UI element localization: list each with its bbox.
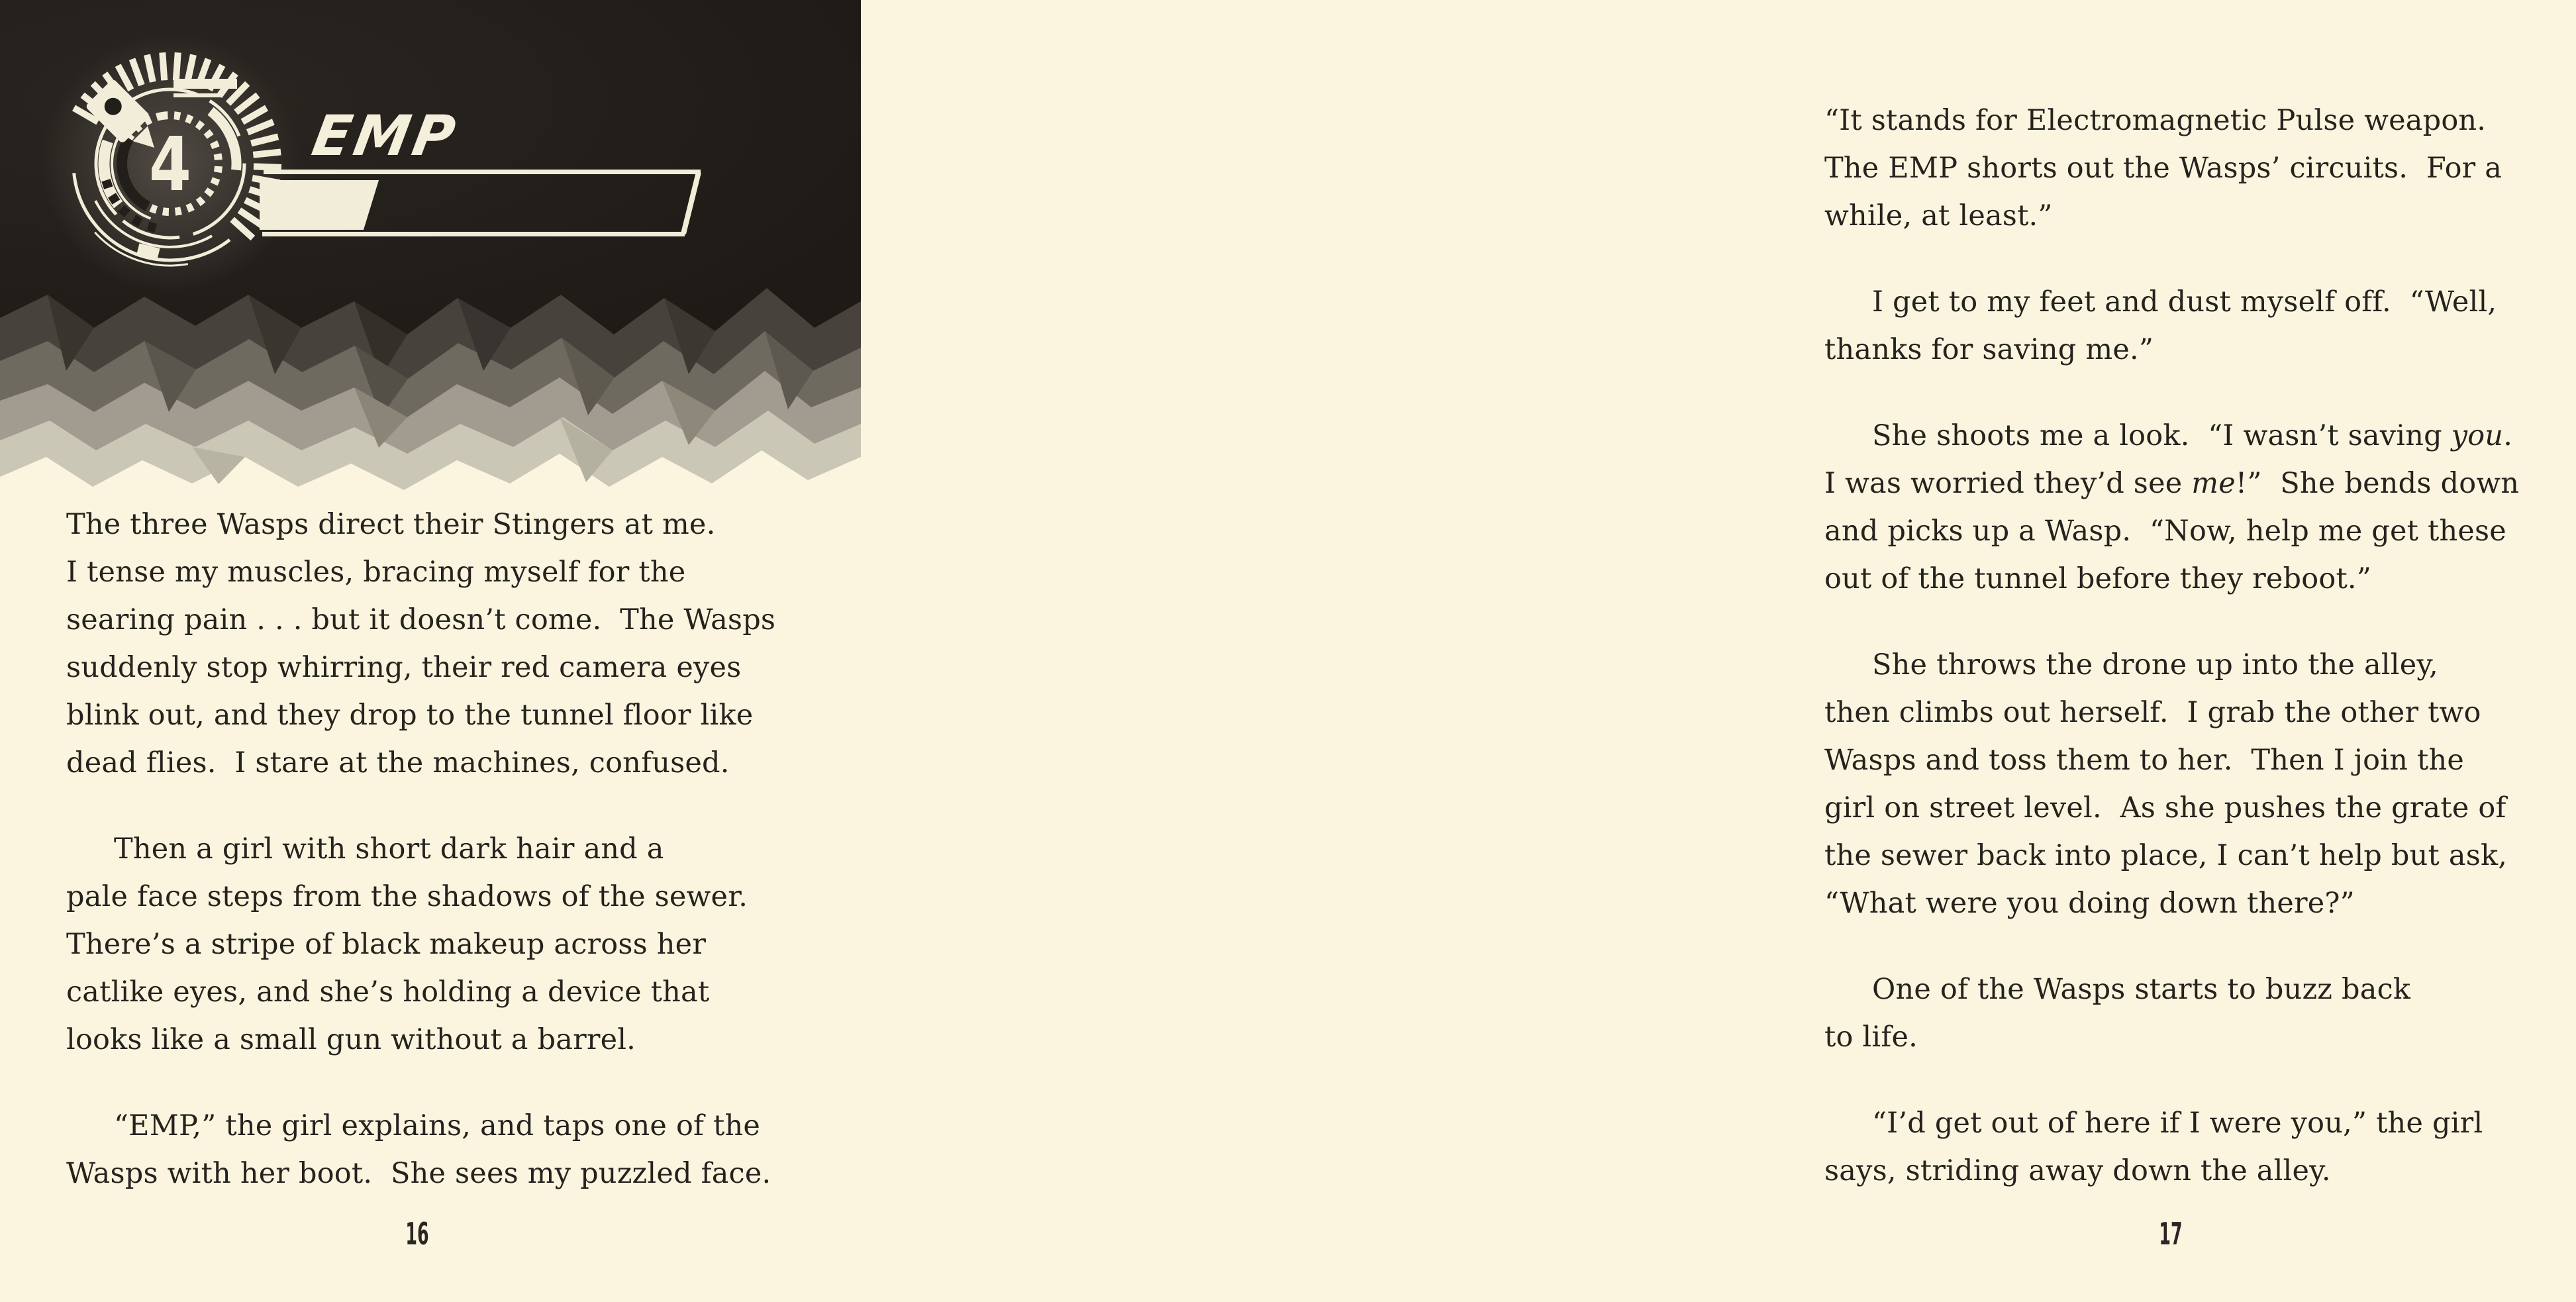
chapter-title: EMP xyxy=(307,103,464,168)
paragraph: Then a girl with short dark hair and a pale face steps from the shadows of the sewer. There’s a stripe of black makeup across her catlike eyes, and she’s holding a device that looks like a small gun without a barrel. xyxy=(66,832,748,1056)
paragraph: “I’d get out of here if I were you,” the girl says, striding away down the alley. xyxy=(1824,1107,2483,1187)
paragraph: “It stands for Electromagnetic Pulse weapon. The EMP shorts out the Wasps’ circuits. For a while, at least.” xyxy=(1824,104,2502,232)
chapter-header-art xyxy=(0,0,861,505)
left-page-number: 16 xyxy=(405,1216,429,1252)
paragraph: “EMP,” the girl explains, and taps one of the Wasps with her boot. She sees my puzzled face. xyxy=(66,1109,771,1190)
left-page xyxy=(0,0,861,1302)
paragraph: She throws the drone up into the alley, then climbs out herself. I grab the other two Wasps and toss them to her. Then I join the girl on street level. As she pushes the grate of the sewer back into place, I can’t help but ask, “What were you doing down there?” xyxy=(1824,648,2508,920)
left-page-body-text xyxy=(66,501,854,1236)
paragraph: The three Wasps direct their Stingers at me. I tense my muscles, bracing myself for the searing pain . . . but it doesn’t come. The Wasps suddenly stop whirring, their red camera eyes blink out, and they drop to the tunnel floor like dead flies. I stare at the machines, confused. xyxy=(66,508,776,779)
right-page-number: 17 xyxy=(2159,1216,2183,1252)
paragraph: One of the Wasps starts to buzz back to life. xyxy=(1824,973,2411,1054)
chapter-number: 4 xyxy=(149,122,191,209)
right-page xyxy=(861,0,2520,1302)
paragraph: I get to my feet and dust myself off. “Well, thanks for saving me.” xyxy=(1824,285,2497,366)
paragraph: She shoots me a look. “I wasn’t saving you. I was worried they’d see me!” She bends down and picks up a Wasp. “Now, help me get these out of the tunnel before they reboot.” xyxy=(1824,419,2520,595)
right-page-body-text xyxy=(1824,97,2576,1233)
